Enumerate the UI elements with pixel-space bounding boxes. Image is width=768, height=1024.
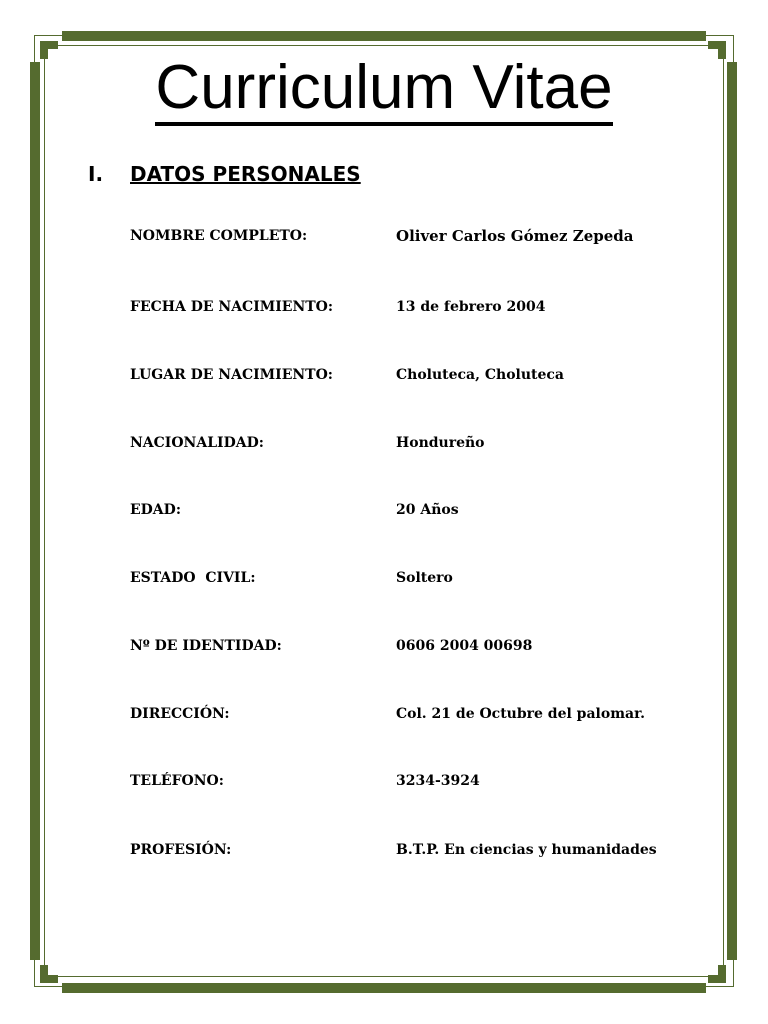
document-title-text: Curriculum Vitae bbox=[155, 53, 612, 126]
section-number: I. bbox=[88, 162, 104, 186]
document-title bbox=[0, 52, 768, 124]
field-value-direccion: Col. 21 de Octubre del palomar. bbox=[396, 706, 646, 722]
field-label-lugar-nacimiento: LUGAR DE NACIMIENTO: bbox=[130, 367, 333, 383]
field-value-fecha-nacimiento: 13 de febrero 2004 bbox=[396, 299, 546, 315]
field-label-nombre: NOMBRE COMPLETO: bbox=[130, 228, 308, 244]
field-value-lugar-nacimiento: Choluteca, Choluteca bbox=[396, 367, 564, 383]
field-label-estado-civil: ESTADO CIVIL: bbox=[130, 570, 256, 586]
field-value-telefono: 3234-3924 bbox=[396, 773, 480, 789]
corner-notch bbox=[708, 965, 718, 975]
field-label-profesion: PROFESIÓN: bbox=[130, 842, 232, 858]
field-label-fecha-nacimiento: FECHA DE NACIMIENTO: bbox=[130, 299, 334, 315]
field-value-profesion: B.T.P. En ciencias y humanidades bbox=[396, 842, 657, 858]
field-value-nombre: Oliver Carlos Gómez Zepeda bbox=[396, 227, 634, 245]
field-label-edad: EDAD: bbox=[130, 502, 181, 518]
corner-notch bbox=[48, 965, 58, 975]
section-title: DATOS PERSONALES bbox=[130, 162, 361, 186]
field-value-estado-civil: Soltero bbox=[396, 570, 453, 586]
field-value-identidad: 0606 2004 00698 bbox=[396, 638, 533, 654]
field-label-identidad: Nº DE IDENTIDAD: bbox=[130, 638, 282, 654]
field-value-nacionalidad: Hondureño bbox=[396, 435, 485, 451]
field-label-direccion: DIRECCIÓN: bbox=[130, 706, 230, 722]
field-value-edad: 20 Años bbox=[396, 502, 459, 518]
field-label-telefono: TELÉFONO: bbox=[130, 773, 224, 789]
field-label-nacionalidad: NACIONALIDAD: bbox=[130, 435, 264, 451]
